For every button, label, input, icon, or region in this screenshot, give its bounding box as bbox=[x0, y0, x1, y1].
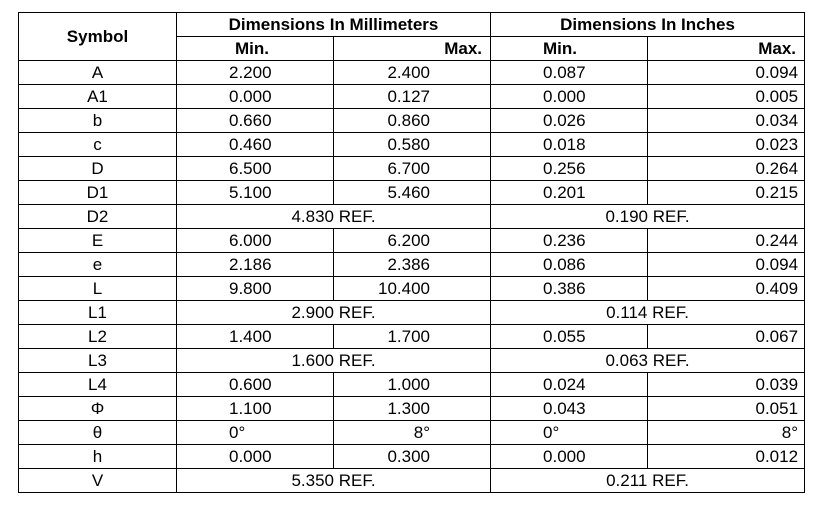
in-ref-cell: 0.211 REF. bbox=[491, 469, 805, 493]
table-row bbox=[19, 325, 805, 349]
mm-max-cell: 0.300 bbox=[334, 445, 491, 469]
symbol-cell: h bbox=[19, 445, 177, 469]
in-min-cell: 0.018 bbox=[491, 133, 648, 157]
in-ref-cell: 0.063 REF. bbox=[491, 349, 805, 373]
mm-max-cell: 0.860 bbox=[334, 109, 491, 133]
table-row bbox=[19, 373, 805, 397]
mm-ref-cell: 4.830 REF. bbox=[177, 205, 491, 229]
mm-max-header: Max. bbox=[334, 37, 491, 61]
in-min-cell: 0° bbox=[491, 421, 648, 445]
mm-max-cell: 1.000 bbox=[334, 373, 491, 397]
in-max-cell: 8° bbox=[648, 421, 805, 445]
mm-ref-cell: 2.900 REF. bbox=[177, 301, 491, 325]
table-row bbox=[19, 133, 805, 157]
dimensions-table bbox=[18, 12, 805, 493]
mm-min-cell: 5.100 bbox=[177, 181, 334, 205]
mm-min-header: Min. bbox=[177, 37, 334, 61]
mm-min-cell: 1.400 bbox=[177, 325, 334, 349]
symbol-cell: A1 bbox=[19, 85, 177, 109]
table-row bbox=[19, 301, 805, 325]
in-min-cell: 0.256 bbox=[491, 157, 648, 181]
in-max-header: Max. bbox=[648, 37, 805, 61]
in-max-cell: 0.215 bbox=[648, 181, 805, 205]
in-min-cell: 0.386 bbox=[491, 277, 648, 301]
table-body bbox=[19, 61, 805, 493]
in-max-cell: 0.051 bbox=[648, 397, 805, 421]
symbol-cell: L4 bbox=[19, 373, 177, 397]
in-max-cell: 0.244 bbox=[648, 229, 805, 253]
in-min-cell: 0.000 bbox=[491, 445, 648, 469]
table-row bbox=[19, 109, 805, 133]
in-min-cell: 0.055 bbox=[491, 325, 648, 349]
mm-min-cell: 1.100 bbox=[177, 397, 334, 421]
in-min-cell: 0.086 bbox=[491, 253, 648, 277]
millimeters-group-header: Dimensions In Millimeters bbox=[177, 13, 491, 37]
mm-min-cell: 6.000 bbox=[177, 229, 334, 253]
table-row bbox=[19, 421, 805, 445]
symbol-cell: L2 bbox=[19, 325, 177, 349]
mm-max-cell: 1.700 bbox=[334, 325, 491, 349]
in-min-cell: 0.043 bbox=[491, 397, 648, 421]
in-max-cell: 0.005 bbox=[648, 85, 805, 109]
table-row bbox=[19, 349, 805, 373]
symbol-cell: A bbox=[19, 61, 177, 85]
mm-min-cell: 0.600 bbox=[177, 373, 334, 397]
symbol-cell: D1 bbox=[19, 181, 177, 205]
in-max-cell: 0.039 bbox=[648, 373, 805, 397]
in-ref-cell: 0.190 REF. bbox=[491, 205, 805, 229]
header-row-groups bbox=[19, 13, 805, 37]
mm-min-cell: 2.186 bbox=[177, 253, 334, 277]
in-max-cell: 0.023 bbox=[648, 133, 805, 157]
table-row bbox=[19, 61, 805, 85]
mm-max-cell: 2.386 bbox=[334, 253, 491, 277]
symbol-cell: D bbox=[19, 157, 177, 181]
table-row bbox=[19, 205, 805, 229]
mm-ref-cell: 1.600 REF. bbox=[177, 349, 491, 373]
symbol-cell: e bbox=[19, 253, 177, 277]
in-min-cell: 0.000 bbox=[491, 85, 648, 109]
mm-max-cell: 2.400 bbox=[334, 61, 491, 85]
symbol-column-header: Symbol bbox=[19, 13, 177, 61]
table-row bbox=[19, 253, 805, 277]
table-row bbox=[19, 397, 805, 421]
dimensions-table-container bbox=[18, 12, 805, 493]
in-min-cell: 0.087 bbox=[491, 61, 648, 85]
in-min-header: Min. bbox=[491, 37, 648, 61]
symbol-cell: c bbox=[19, 133, 177, 157]
in-max-cell: 0.012 bbox=[648, 445, 805, 469]
in-ref-cell: 0.114 REF. bbox=[491, 301, 805, 325]
table-row bbox=[19, 277, 805, 301]
in-max-cell: 0.094 bbox=[648, 61, 805, 85]
mm-ref-cell: 5.350 REF. bbox=[177, 469, 491, 493]
mm-min-cell: 0.000 bbox=[177, 85, 334, 109]
in-min-cell: 0.236 bbox=[491, 229, 648, 253]
symbol-cell: L bbox=[19, 277, 177, 301]
table-row bbox=[19, 85, 805, 109]
in-min-cell: 0.026 bbox=[491, 109, 648, 133]
mm-max-cell: 6.700 bbox=[334, 157, 491, 181]
mm-min-cell: 0° bbox=[177, 421, 334, 445]
mm-max-cell: 6.200 bbox=[334, 229, 491, 253]
in-min-cell: 0.024 bbox=[491, 373, 648, 397]
mm-min-cell: 0.660 bbox=[177, 109, 334, 133]
table-row bbox=[19, 181, 805, 205]
table-row bbox=[19, 229, 805, 253]
mm-min-cell: 0.000 bbox=[177, 445, 334, 469]
mm-max-cell: 8° bbox=[334, 421, 491, 445]
mm-min-cell: 2.200 bbox=[177, 61, 334, 85]
symbol-cell: Φ bbox=[19, 397, 177, 421]
table-row bbox=[19, 157, 805, 181]
mm-max-cell: 0.127 bbox=[334, 85, 491, 109]
mm-max-cell: 10.400 bbox=[334, 277, 491, 301]
in-max-cell: 0.409 bbox=[648, 277, 805, 301]
symbol-cell: b bbox=[19, 109, 177, 133]
mm-max-cell: 1.300 bbox=[334, 397, 491, 421]
symbol-cell: E bbox=[19, 229, 177, 253]
in-max-cell: 0.264 bbox=[648, 157, 805, 181]
symbol-cell: D2 bbox=[19, 205, 177, 229]
table-row bbox=[19, 445, 805, 469]
inches-group-header: Dimensions In Inches bbox=[491, 13, 805, 37]
in-max-cell: 0.067 bbox=[648, 325, 805, 349]
in-max-cell: 0.094 bbox=[648, 253, 805, 277]
symbol-cell: L1 bbox=[19, 301, 177, 325]
in-max-cell: 0.034 bbox=[648, 109, 805, 133]
symbol-cell: L3 bbox=[19, 349, 177, 373]
table-row bbox=[19, 469, 805, 493]
symbol-cell: V bbox=[19, 469, 177, 493]
mm-max-cell: 5.460 bbox=[334, 181, 491, 205]
mm-max-cell: 0.580 bbox=[334, 133, 491, 157]
in-min-cell: 0.201 bbox=[491, 181, 648, 205]
table-header bbox=[19, 13, 805, 61]
mm-min-cell: 9.800 bbox=[177, 277, 334, 301]
mm-min-cell: 6.500 bbox=[177, 157, 334, 181]
mm-min-cell: 0.460 bbox=[177, 133, 334, 157]
symbol-cell: θ bbox=[19, 421, 177, 445]
